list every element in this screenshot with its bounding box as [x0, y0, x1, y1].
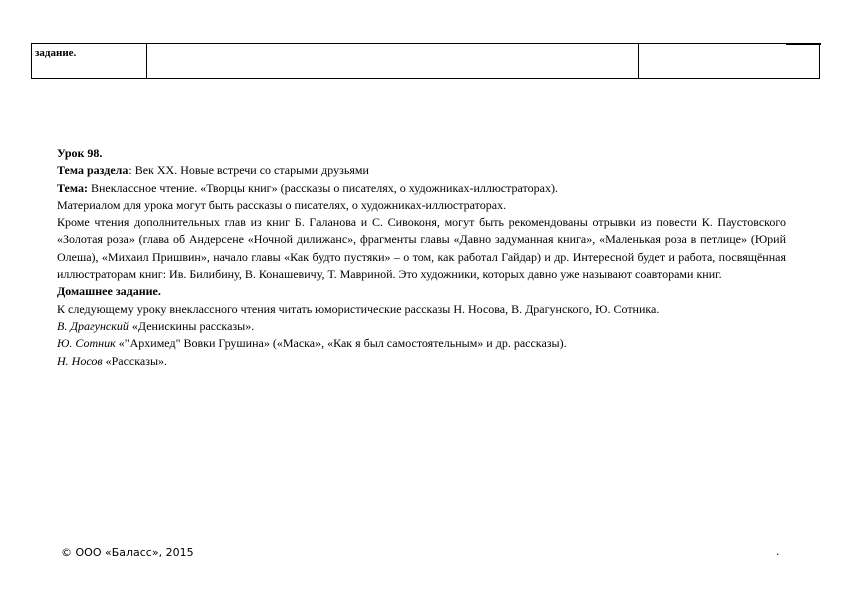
- header-table: [31, 43, 820, 79]
- homework-work: «"Архимед" Вовки Грушина» («Маска», «Как я был самостоятельным» и др. рассказы).: [115, 336, 567, 351]
- material-text: Материалом для урока могут быть рассказы о писателях, о художниках-иллюстраторах.: [57, 197, 507, 212]
- homework-work: «Денискины рассказы».: [128, 318, 255, 333]
- table-border-stub: [786, 43, 821, 45]
- section-line: [57, 162, 786, 179]
- lesson-number: Урок 98.: [57, 146, 103, 160]
- homework-author: Ю. Сотник: [57, 336, 116, 351]
- topic-value: Внеклассное чтение. «Творцы книг» (рассказы о писателях, о художниках-иллюстраторах).: [87, 180, 558, 195]
- table-divider: [638, 44, 639, 78]
- footer-page-mark: .: [776, 545, 780, 558]
- topic-label: Тема:: [57, 180, 88, 195]
- lesson-content: [57, 145, 786, 370]
- homework-author: Н. Носов: [57, 353, 103, 368]
- topic-line: [57, 180, 786, 197]
- homework-item: [57, 335, 786, 352]
- homework-heading: Домашнее задание.: [57, 284, 161, 299]
- footer-copyright: © ООО «Баласс», 2015: [61, 546, 194, 559]
- table-divider: [146, 44, 147, 78]
- table-cell-text: задание.: [35, 47, 77, 59]
- homework-item: [57, 318, 786, 335]
- homework-item: [57, 353, 786, 370]
- homework-work: «Рассказы».: [102, 353, 168, 368]
- section-label: Тема раздела: [57, 163, 129, 178]
- lesson-paragraph: Кроме чтения дополнительных глав из книг Б. Галанова и С. Сивоконя, могут быть рекомендованы отрывки из повести К. Паустовского «Золотая роза» (глава об Андерсене «Ночной дилижанс», фрагменты главы «Давно задуманная книга», «Маленькая роза в петлице» (Юрий Олеша), «Михаил Пришвин», начало главы «Как будто пустяки» – о том, как работал Гайдар) и др. Интересной будет и работа, посвящённая иллюстраторам книг: Ив. Билибину, В. Конашевичу, Т. Мавриной. Это художники, которых давно уже называют соавторами книг.: [57, 215, 786, 282]
- section-value: : Век XX. Новые встречи со старыми друзьями: [128, 163, 369, 178]
- homework-author: В. Драгунский: [57, 318, 129, 333]
- homework-intro: К следующему уроку внеклассного чтения читать юмористические рассказы Н. Носова, В. Драгунского, Ю. Сотника.: [57, 301, 660, 316]
